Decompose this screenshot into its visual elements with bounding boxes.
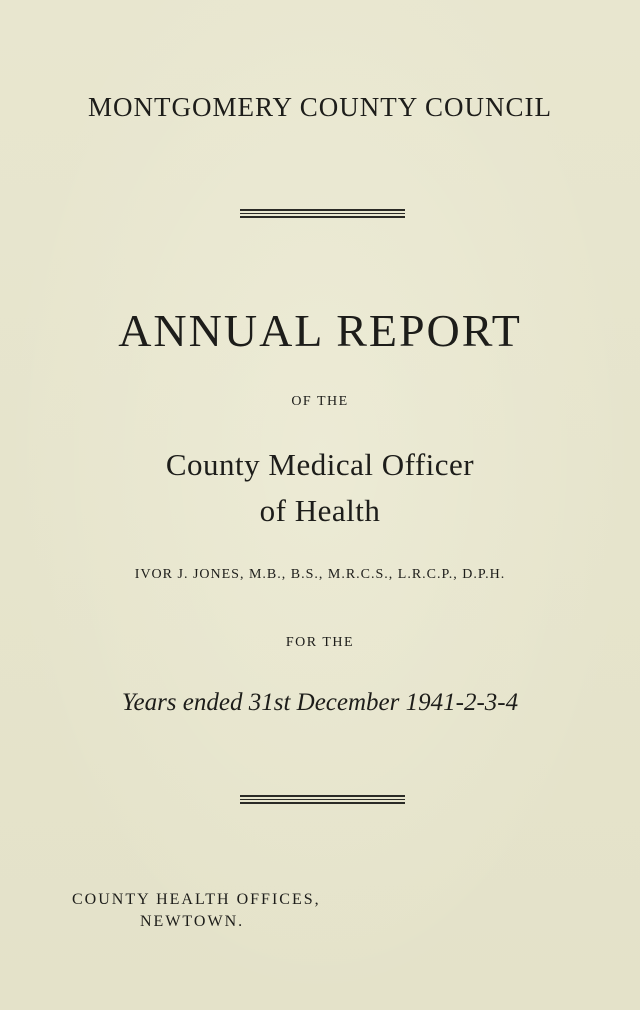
of-the-text: OF THE <box>291 394 349 409</box>
decorative-rule-bottom <box>240 795 405 804</box>
for-the-text: FOR THE <box>285 635 355 650</box>
officer-title-line-1: County Medical Officer <box>165 447 475 482</box>
officer-title-line-2: of Health <box>259 493 381 528</box>
officer-name: IVOR J. JONES, M.B., B.S., M.R.C.S., L.R.C.P., D.P.H. <box>134 567 506 582</box>
decorative-rule-top <box>240 209 405 218</box>
report-years: Years ended 31st December 1941-2-3-4 <box>121 689 519 716</box>
report-title: ANNUAL REPORT <box>118 305 522 356</box>
address-line-1: COUNTY HEALTH OFFICES, <box>72 891 321 908</box>
address-line-2: NEWTOWN. <box>140 913 245 930</box>
council-heading: MONTGOMERY COUNTY COUNCIL <box>87 92 552 122</box>
